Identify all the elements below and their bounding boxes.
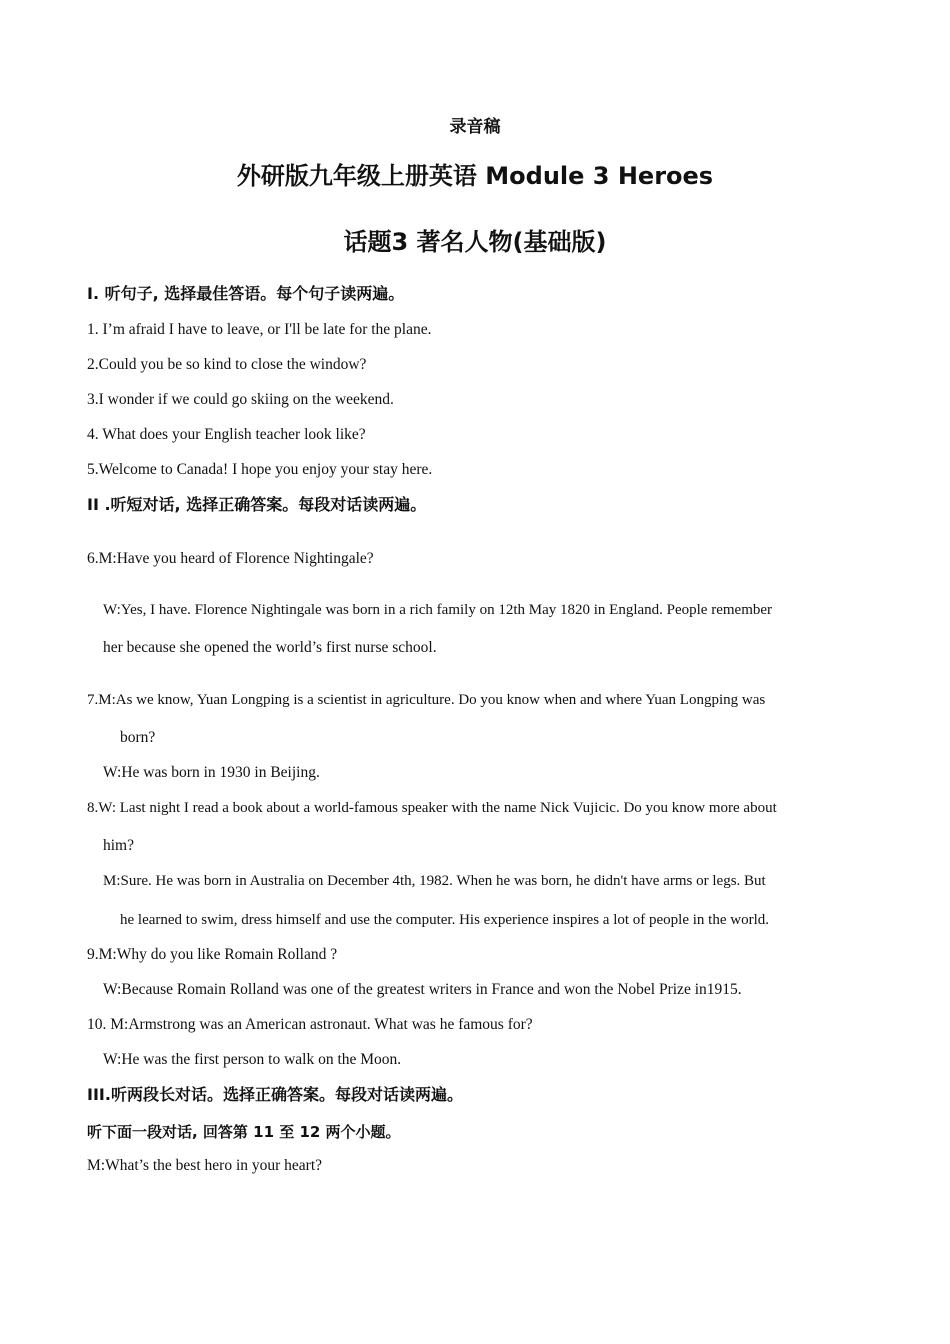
dialogue-line: W:Because Romain Rolland was one of the greatest writers in France and won the Nobel Prize in1915. bbox=[103, 981, 742, 998]
section-3-heading: III.听两段长对话。选择正确答案。每段对话读两遍。 bbox=[87, 1085, 463, 1104]
sentence-item: 3.I wonder if we could go skiing on the weekend. bbox=[87, 391, 394, 408]
document-title: 外研版九年级上册英语 Module 3 Heroes bbox=[236, 162, 714, 190]
dialogue-line: W:He was the first person to walk on the Moon. bbox=[103, 1051, 402, 1068]
sentence-item: 2.Could you be so kind to close the window? bbox=[87, 356, 367, 373]
dialogue-line: born? bbox=[120, 729, 156, 746]
document-subtitle: 话题3 著名人物(基础版) bbox=[343, 228, 607, 256]
dialogue-line: 9.M:Why do you like Romain Rolland ? bbox=[87, 946, 338, 963]
dialogue-line: 8.W: Last night I read a book about a world-famous speaker with the name Nick Vujicic. Do you know more about bbox=[87, 800, 777, 816]
dialogue-line: M:Sure. He was born in Australia on December 4th, 1982. When he was born, he didn't have arms or legs. But bbox=[103, 873, 766, 889]
dialogue-line: 10. M:Armstrong was an American astronaut. What was he famous for? bbox=[87, 1016, 533, 1033]
sentence-item: 5.Welcome to Canada! I hope you enjoy your stay here. bbox=[87, 461, 433, 478]
dialogue-line: her because she opened the world’s first nurse school. bbox=[103, 639, 437, 656]
dialogue-line: him? bbox=[103, 837, 134, 854]
sentence-item: 4. What does your English teacher look like? bbox=[87, 426, 366, 443]
section-1-heading: I. 听句子, 选择最佳答语。每个句子读两遍。 bbox=[87, 284, 405, 303]
dialogue-line: 7.M:As we know, Yuan Longping is a scientist in agriculture. Do you know when and where Yuan Longping was bbox=[87, 692, 766, 708]
dialogue-line: W:Yes, I have. Florence Nightingale was born in a rich family on 12th May 1820 in England. People remember bbox=[103, 602, 773, 618]
section-2-heading: II .听短对话, 选择正确答案。每段对话读两遍。 bbox=[87, 495, 427, 514]
transcript-label: 录音稿 bbox=[449, 117, 501, 137]
dialogue-line: W:He was born in 1930 in Beijing. bbox=[103, 764, 320, 781]
dialogue-line: he learned to swim, dress himself and use the computer. His experience inspires a lot of people in the world. bbox=[120, 912, 769, 928]
dialogue-line: 6.M:Have you heard of Florence Nightingale? bbox=[87, 550, 374, 567]
section-3-subheading: 听下面一段对话, 回答第 11 至 12 两个小题。 bbox=[87, 1123, 401, 1141]
sentence-item: 1. I’m afraid I have to leave, or I'll be late for the plane. bbox=[87, 321, 432, 338]
dialogue-line: M:What’s the best hero in your heart? bbox=[87, 1157, 323, 1174]
